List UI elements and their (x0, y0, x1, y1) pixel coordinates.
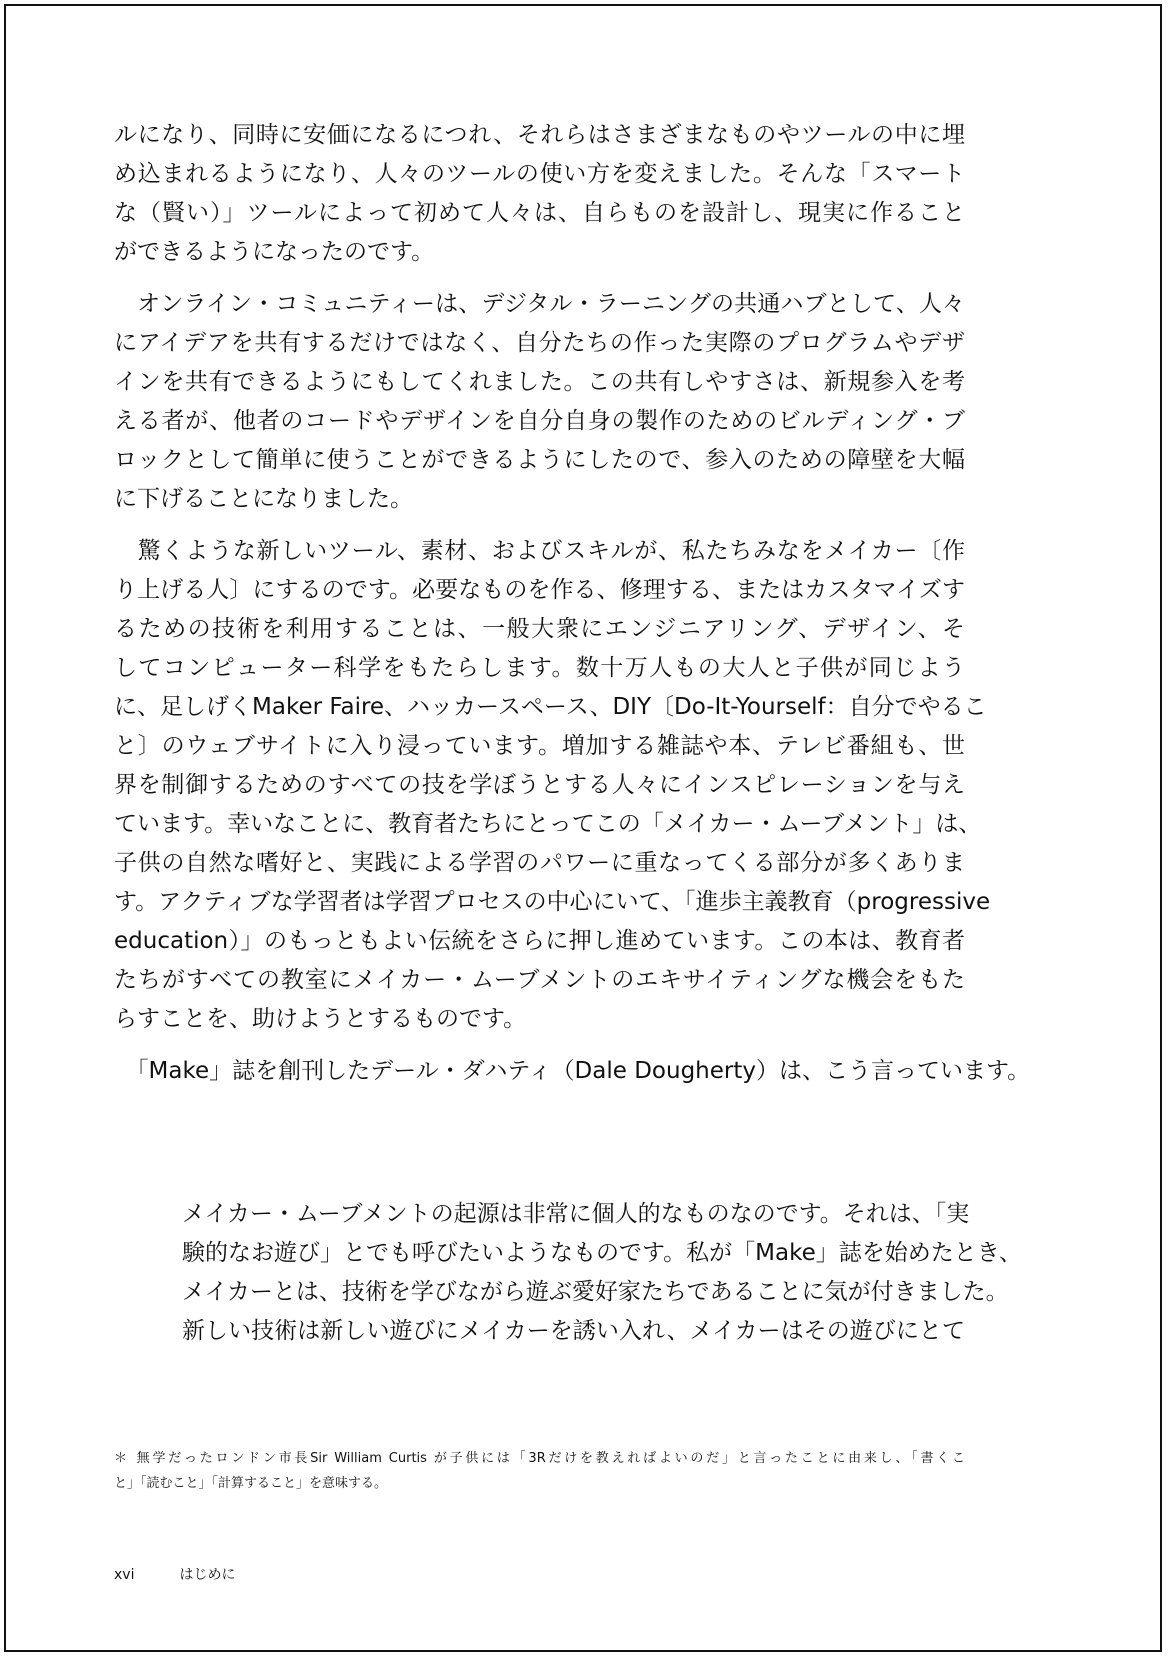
text-line: ルになり、同時に安価になるにつれ、それらはさまざまなものやツールの中に埋 (114, 122, 965, 148)
text-line: える者が、他者のコードやデザインを自分自身の製作のためのビルディング・ブ (114, 408, 965, 434)
quote-line: メイカー・ムーブメントの起源は非常に個人的なものなのです。それは、「実 (182, 1201, 970, 1227)
quote-line: 験的なお遊び」とでも呼びたいようなものです。私が「Make」誌を始めたとき、 (182, 1240, 1022, 1266)
page-footer (114, 1564, 235, 1584)
quote-line: メイカーとは、技術を学びながら遊ぶ愛好家たちであることに気が付きました。 (182, 1279, 1009, 1305)
paragraph-4 (114, 1052, 1031, 1091)
text-line: してコンピューター科学をもたらします。数十万人もの大人と子供が同じよう (114, 655, 965, 681)
body-text (114, 116, 1031, 1104)
text-line: るための技術を利用することは、一般大衆にエンジニアリング、デザイン、そ (114, 616, 965, 642)
footnote-line: ＊ 無学だったロンドン市長Sir William Curtis が子供には「3Rだけを教えればよいのだ」と言ったことに由来し、「書くこ (114, 1451, 965, 1466)
footnote-line: と」「読むこと」「計算すること」を意味する。 (114, 1476, 388, 1491)
page-number: xvi (114, 1567, 135, 1583)
text-line: 子供の自然な嗜好と、実践による学習のパワーに重なってくる部分が多くありま (114, 850, 965, 876)
block-quote (182, 1195, 1022, 1351)
paragraph-1 (114, 116, 965, 272)
text-line: す。アクティブな学習者は学習プロセスの中心にいて、「進歩主義教育（progressive (114, 889, 991, 915)
text-line: ロックとして簡単に使うことができるようにしたので、参入のための障壁を大幅 (114, 447, 965, 473)
text-line: にアイデアを共有するだけではなく、自分たちの作った実際のプログラムやデザ (114, 330, 965, 356)
text-line: に下げることになりました。 (114, 486, 413, 512)
paragraph-2 (114, 285, 965, 519)
text-line: たちがすべての教室にメイカー・ムーブメントのエキサイティングな機会をもた (114, 967, 965, 993)
text-line: らすことを、助けようとするものです。 (114, 1006, 527, 1032)
text-line: な（賢い）」ツールによって初めて人々は、自らものを設計し、現実に作ること (114, 200, 965, 226)
text-line: インを共有できるようにもしてくれました。この共有しやすさは、新規参入を考 (114, 369, 965, 395)
text-line: education）」のもっともよい伝統をさらに押し進めています。この本は、教育者 (114, 928, 965, 954)
text-line: 界を制御するためのすべての技を学ぼうとする人々にインスピレーションを与え (114, 772, 965, 798)
text-line: め込まれるようになり、人々のツールの使い方を変えました。そんな「スマート (114, 161, 965, 187)
footnote (114, 1446, 965, 1496)
text-line: と〕のウェブサイトに入り浸っています。増加する雑誌や本、テレビ番組も、世 (114, 733, 965, 759)
text-line: ています。幸いなことに、教育者たちにとってこの「メイカー・ムーブメント」は、 (114, 811, 982, 837)
text-line: ができるようになったのです。 (114, 239, 435, 265)
running-head-chapter: はじめに (179, 1567, 236, 1583)
text-line: 「Make」誌を創刊したデール・ダハティ（Dale Dougherty）は、こう言っています。 (114, 1058, 1031, 1084)
paragraph-3 (114, 532, 991, 1039)
text-line: に、足しげくMaker Faire、ハッカースペース、DIY〔Do-It-Yourself：自分でやるこ (114, 694, 987, 720)
text-line: り上げる人〕にするのです。必要なものを作る、修理する、またはカスタマイズす (114, 577, 965, 603)
text-line: 驚くような新しいツール、素材、およびスキルが、私たちみなをメイカー〔作 (114, 538, 965, 564)
quote-line: 新しい技術は新しい遊びにメイカーを誘い入れ、メイカーはその遊びにとて (182, 1318, 965, 1344)
text-line: オンライン・コミュニティーは、デジタル・ラーニングの共通ハブとして、人々 (114, 291, 965, 317)
